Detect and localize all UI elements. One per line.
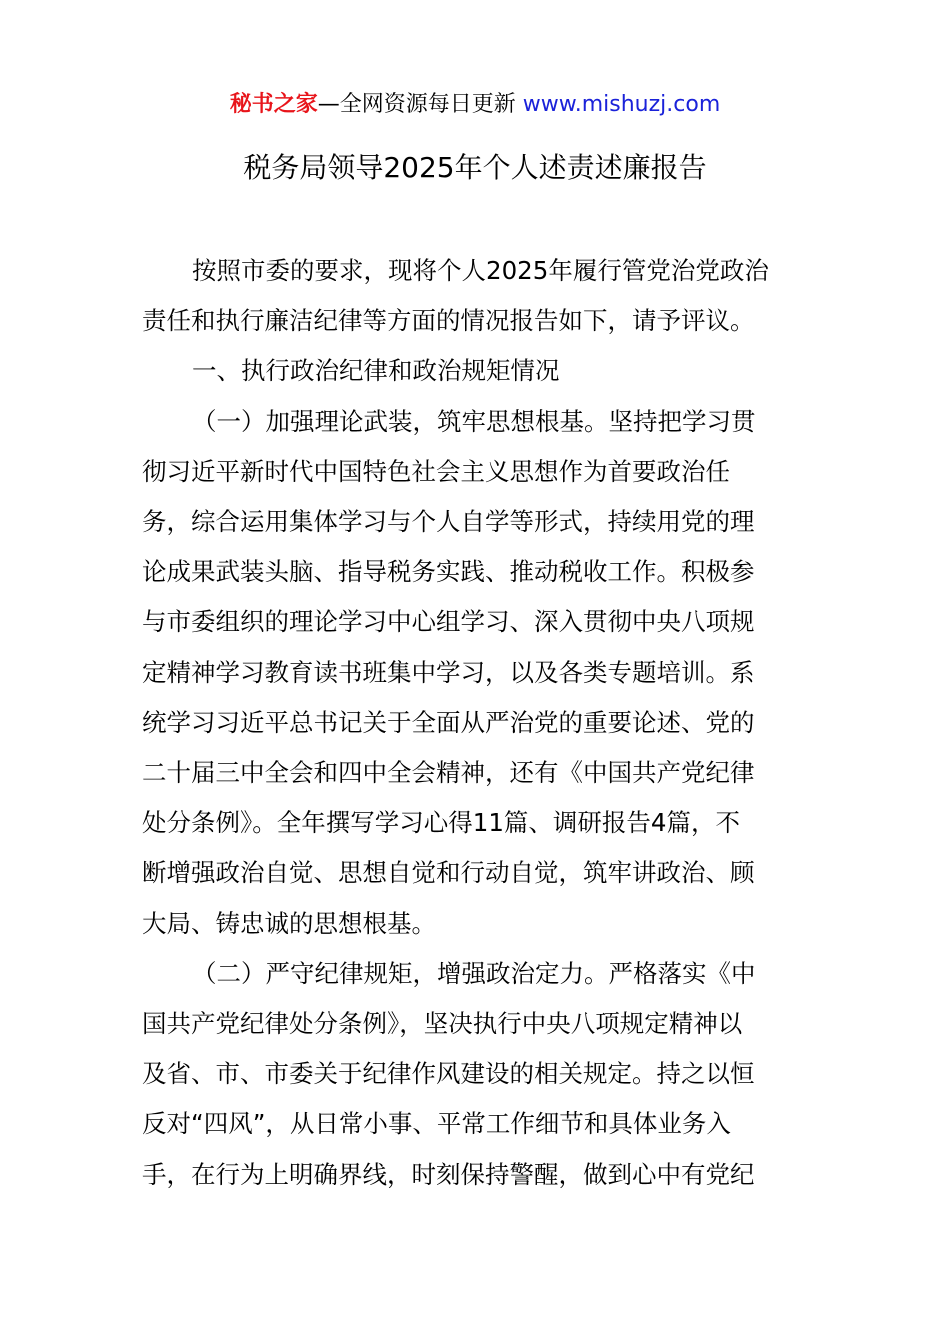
body-line: 定精神学习教育读书班集中学习，以及各类专题培训。系	[142, 657, 755, 687]
body-line: 二十届三中全会和四中全会精神，还有《中国共产党纪律	[142, 758, 755, 788]
site-header	[0, 88, 950, 122]
body-line: 断增强政治自觉、思想自觉和行动自觉，筑牢讲政治、顾	[142, 858, 755, 888]
body-line: 手，在行为上明确界线，时刻保持警醒，做到心中有党纪	[142, 1159, 755, 1189]
body-line: 大局、铸忠诚的思想根基。	[142, 908, 436, 938]
brand-name: 秘书之家	[229, 92, 318, 117]
body-line: 统学习习近平总书记关于全面从严治党的重要论述、党的	[142, 707, 755, 737]
body-line: （一）加强理论武装，筑牢思想根基。坚持把学习贯	[192, 406, 756, 436]
body-line: 责任和执行廉洁纪律等方面的情况报告如下，请予评议。	[142, 306, 755, 336]
body-line: 处分条例》。全年撰写学习心得11篇、调研报告4篇，不	[142, 808, 741, 838]
body-line: 按照市委的要求，现将个人2025年履行管党治党政治	[192, 256, 769, 285]
body-line: 与市委组织的理论学习中心组学习、深入贯彻中央八项规	[142, 607, 755, 637]
body-line: 及省、市、市委关于纪律作风建设的相关规定。持之以恒	[142, 1059, 755, 1089]
header-tagline: —全网资源每日更新	[317, 92, 516, 117]
body-line: 务，综合运用集体学习与个人自学等形式，持续用党的理	[142, 507, 755, 537]
section-heading: 一、执行政治纪律和政治规矩情况	[192, 356, 560, 386]
document-body	[142, 246, 808, 1200]
document-title: 税务局领导2025年个人述责述廉报告	[243, 151, 707, 184]
body-line: （二）严守纪律规矩，增强政治定力。严格落实《中	[192, 958, 756, 988]
body-line: 国共产党纪律处分条例》，坚决执行中央八项规定精神以	[142, 1009, 743, 1039]
body-line: 反对“四风”，从日常小事、平常工作细节和具体业务入	[142, 1109, 731, 1139]
body-line: 彻习近平新时代中国特色社会主义思想作为首要政治任	[142, 456, 730, 486]
body-line: 论成果武装头脑、指导税务实践、推动税收工作。积极参	[142, 557, 755, 587]
site-link[interactable]: www.mishuzj.com	[522, 92, 721, 117]
